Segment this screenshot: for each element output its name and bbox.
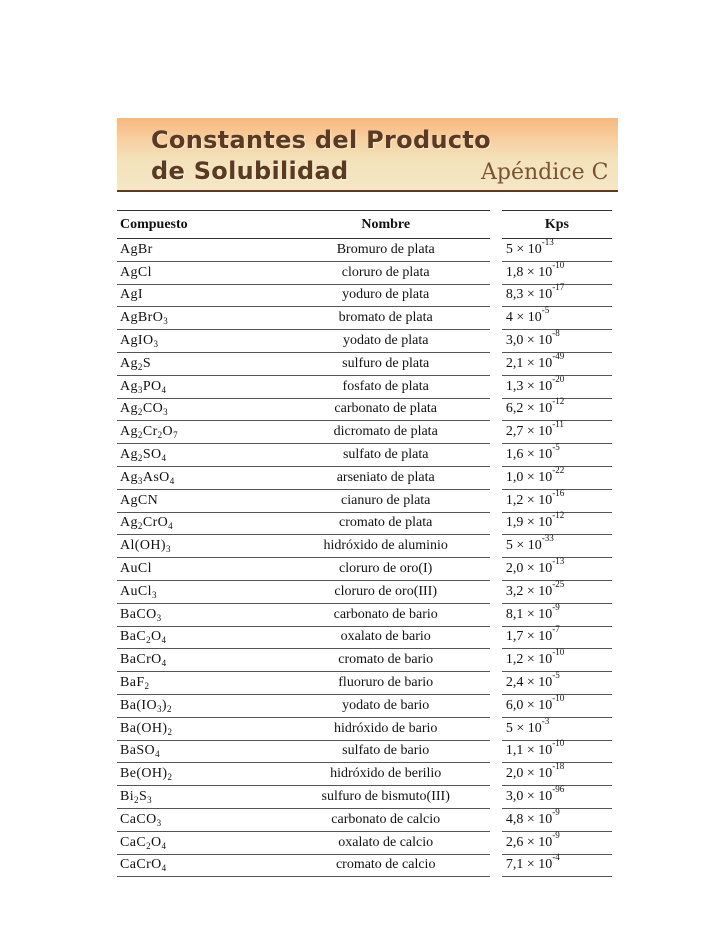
compound-formula: $Bi_2S_3$ — [117, 786, 282, 809]
compound-formula: $Ag_2SO_4$ — [117, 444, 282, 467]
compound-formula: AuCl — [117, 558, 282, 581]
kps-exponent: -16 — [552, 487, 565, 498]
compound-formula: AgIO$_3$ — [117, 330, 282, 353]
table-row — [117, 489, 612, 512]
kps-value: 1,6 × 10-5 — [502, 444, 612, 467]
kps-value: 5 × 10-33 — [502, 535, 612, 558]
kps-exponent: -5 — [552, 670, 560, 681]
kps-value: 5 × 10-13 — [502, 239, 612, 262]
kps-exponent: -12 — [552, 396, 565, 407]
table-row — [117, 831, 612, 854]
kps-value: 1,3 × 10-20 — [502, 375, 612, 398]
compound-name: hidróxido de aluminio — [282, 535, 490, 558]
table-row — [117, 694, 612, 717]
kps-value: 1,2 × 10-16 — [502, 489, 612, 512]
table-row — [117, 626, 612, 649]
kps-exponent: -22 — [552, 464, 565, 475]
table-row — [117, 284, 612, 307]
kps-exponent: -10 — [552, 692, 565, 703]
kps-value: 2,1 × 10-49 — [502, 352, 612, 375]
table-body — [117, 236, 612, 877]
compound-name: yoduro de plata — [282, 284, 490, 307]
compound-formula: BaCO$_3$ — [117, 603, 282, 626]
kps-exponent: -10 — [552, 647, 565, 658]
compound-formula: AgBrO$_3$ — [117, 307, 282, 330]
table-row — [117, 330, 612, 353]
kps-exponent: -9 — [552, 806, 560, 817]
compound-name: oxalato de bario — [282, 626, 490, 649]
kps-exponent: -18 — [552, 761, 565, 772]
table-header-row — [117, 211, 612, 239]
table-row — [117, 512, 612, 535]
table-row — [117, 375, 612, 398]
table-row — [117, 649, 612, 672]
column-header-compound: Compuesto — [117, 211, 282, 239]
table-row — [117, 580, 612, 603]
compound-formula: $Al(OH)_3$ — [117, 535, 282, 558]
compound-formula: AgI — [117, 284, 282, 307]
compound-name: hidróxido de bario — [282, 717, 490, 740]
kps-value: 4,8 × 10-9 — [502, 808, 612, 831]
compound-name: fluoruro de bario — [282, 672, 490, 695]
compound-formula: AgCN — [117, 489, 282, 512]
kps-exponent: -8 — [552, 328, 560, 339]
table-row — [117, 444, 612, 467]
compound-name: cromato de calcio — [282, 854, 490, 877]
table-row — [117, 466, 612, 489]
kps-value: 1,1 × 10-10 — [502, 740, 612, 763]
kps-value: 2,6 × 10-9 — [502, 831, 612, 854]
kps-exponent: -12 — [552, 510, 565, 521]
table-row — [117, 421, 612, 444]
kps-value: 1,7 × 10-7 — [502, 626, 612, 649]
compound-name: cromato de bario — [282, 649, 490, 672]
kps-exponent: -4 — [552, 852, 560, 863]
kps-exponent: -10 — [552, 738, 565, 749]
kps-value: 2,7 × 10-11 — [502, 421, 612, 444]
kps-value: 7,1 × 10-4 — [502, 854, 612, 877]
kps-exponent: -11 — [552, 419, 564, 430]
compound-formula: $Be(OH)_2$ — [117, 763, 282, 786]
banner-divider — [117, 190, 618, 192]
kps-exponent: -10 — [552, 259, 565, 270]
kps-value: 3,0 × 10-96 — [502, 786, 612, 809]
compound-formula: $CaC_2O_4$ — [117, 831, 282, 854]
kps-exponent: -13 — [552, 556, 565, 567]
table-row — [117, 352, 612, 375]
kps-exponent: -96 — [552, 784, 565, 795]
column-header-name: Nombre — [282, 211, 490, 239]
kps-value: 8,3 × 10-17 — [502, 284, 612, 307]
compound-formula: BaSO$_4$ — [117, 740, 282, 763]
kps-value: 2,4 × 10-5 — [502, 672, 612, 695]
kps-exponent: -17 — [552, 282, 565, 293]
compound-formula: AgBr — [117, 239, 282, 262]
kps-exponent: -3 — [541, 715, 550, 726]
compound-name: sulfato de plata — [282, 444, 490, 467]
compound-formula: AuCl$_3$ — [117, 580, 282, 603]
kps-value: 1,9 × 10-12 — [502, 512, 612, 535]
kps-value: 1,8 × 10-10 — [502, 261, 612, 284]
compound-name: dicromato de plata — [282, 421, 490, 444]
compound-formula: BaCrO$_4$ — [117, 649, 282, 672]
table-row — [117, 763, 612, 786]
table-row — [117, 398, 612, 421]
compound-name: cloruro de oro(III) — [282, 580, 490, 603]
kps-value: 5 × 10-3 — [502, 717, 612, 740]
compound-name: cromato de plata — [282, 512, 490, 535]
kps-exponent: -7 — [552, 624, 560, 635]
kps-value: 4 × 10-5 — [502, 307, 612, 330]
table-row — [117, 535, 612, 558]
table-row — [117, 672, 612, 695]
compound-formula: $BaC_2O_4$ — [117, 626, 282, 649]
compound-formula: CaCrO$_4$ — [117, 854, 282, 877]
compound-formula: $Ag_2Cr_2O_7$ — [117, 421, 282, 444]
table-row — [117, 239, 612, 262]
kps-value: 1,2 × 10-10 — [502, 649, 612, 672]
table-row — [117, 786, 612, 809]
kps-value: 1,0 × 10-22 — [502, 466, 612, 489]
kps-exponent: -5 — [552, 442, 560, 453]
compound-formula: $Ag_3AsO_4$ — [117, 466, 282, 489]
appendix-label: Apéndice C — [481, 160, 609, 185]
kps-value: 6,0 × 10-10 — [502, 694, 612, 717]
compound-name: cloruro de oro(I) — [282, 558, 490, 581]
compound-formula: $Ba(IO_3)_2$ — [117, 694, 282, 717]
kps-value: 2,0 × 10-13 — [502, 558, 612, 581]
table-row — [117, 740, 612, 763]
compound-formula: $Ag_3PO_4$ — [117, 375, 282, 398]
kps-value: 3,2 × 10-25 — [502, 580, 612, 603]
title-line-2: de Solubilidad — [151, 157, 349, 185]
kps-value: 2,0 × 10-18 — [502, 763, 612, 786]
kps-value: 3,0 × 10-8 — [502, 330, 612, 353]
compound-formula: $Ag_2CO_3$ — [117, 398, 282, 421]
kps-exponent: -25 — [552, 578, 565, 589]
compound-name: hidróxido de berilio — [282, 763, 490, 786]
kps-exponent: -49 — [552, 350, 565, 361]
compound-formula: $Ag_2S$ — [117, 352, 282, 375]
table-row — [117, 558, 612, 581]
compound-name: fosfato de plata — [282, 375, 490, 398]
compound-name: Bromuro de plata — [282, 239, 490, 262]
table-row — [117, 808, 612, 831]
kps-exponent: -5 — [541, 305, 550, 316]
kps-value: 8,1 × 10-9 — [502, 603, 612, 626]
table-row — [117, 307, 612, 330]
compound-name: cianuro de plata — [282, 489, 490, 512]
kps-exponent: -9 — [552, 829, 560, 840]
compound-name: sulfato de bario — [282, 740, 490, 763]
compound-name: carbonato de bario — [282, 603, 490, 626]
compound-formula: CaCO$_3$ — [117, 808, 282, 831]
kps-exponent: -33 — [541, 533, 554, 544]
compound-name: cloruro de plata — [282, 261, 490, 284]
compound-name: sulfuro de plata — [282, 352, 490, 375]
compound-formula: $Ag_2CrO_4$ — [117, 512, 282, 535]
table-row — [117, 717, 612, 740]
compound-formula: BaF$_2$ — [117, 672, 282, 695]
compound-name: sulfuro de bismuto(III) — [282, 786, 490, 809]
compound-formula: $Ba(OH)_2$ — [117, 717, 282, 740]
solubility-table — [117, 210, 612, 877]
compound-name: oxalato de calcio — [282, 831, 490, 854]
table-row — [117, 261, 612, 284]
column-header-kps: Kps — [502, 211, 612, 239]
compound-name: arseniato de plata — [282, 466, 490, 489]
compound-name: bromato de plata — [282, 307, 490, 330]
compound-name: yodato de bario — [282, 694, 490, 717]
compound-name: yodato de plata — [282, 330, 490, 353]
table-row — [117, 603, 612, 626]
compound-name: carbonato de plata — [282, 398, 490, 421]
kps-exponent: -9 — [552, 601, 560, 612]
table-row — [117, 854, 612, 877]
kps-value: 6,2 × 10-12 — [502, 398, 612, 421]
compound-name: carbonato de calcio — [282, 808, 490, 831]
kps-exponent: -20 — [552, 373, 565, 384]
compound-formula: AgCl — [117, 261, 282, 284]
title-line-1: Constantes del Producto — [151, 126, 491, 154]
kps-exponent: -13 — [541, 236, 554, 247]
